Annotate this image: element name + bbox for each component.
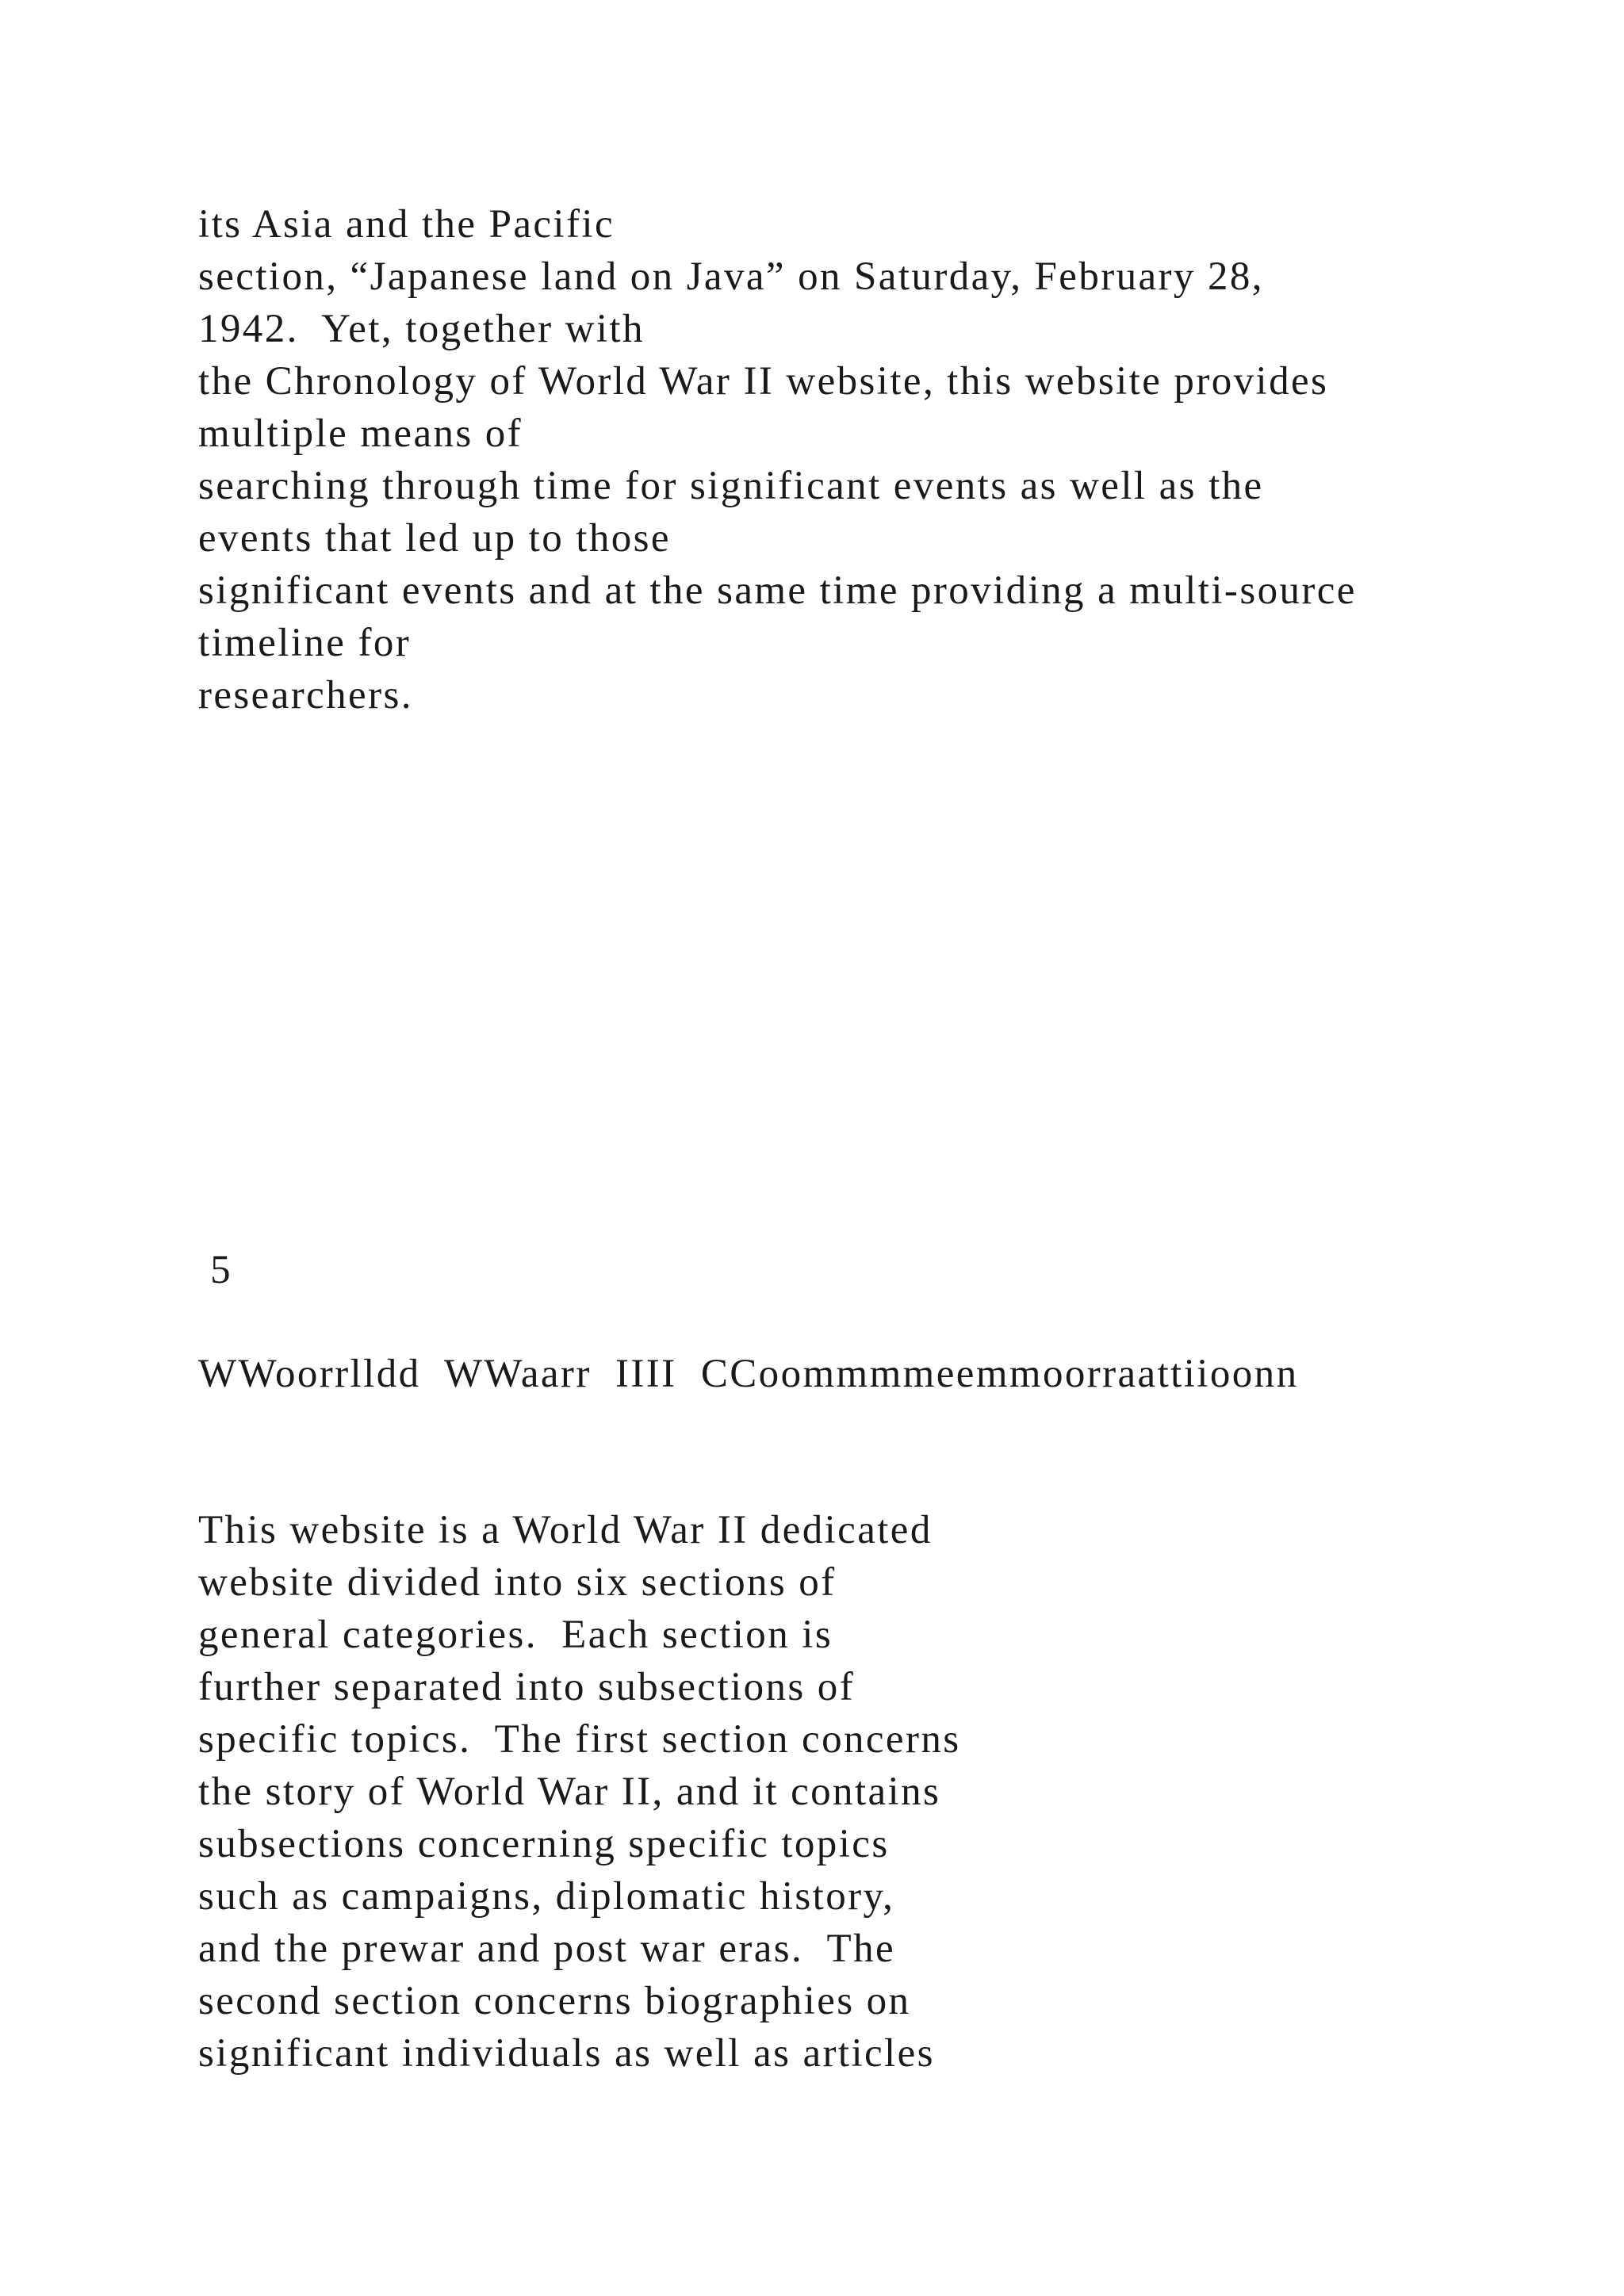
text-line: specific topics. The first section concerns [198, 1717, 961, 1762]
text-line: researchers. [198, 673, 413, 718]
text-line: website divided into six sections of [198, 1560, 837, 1605]
text-line: multiple means of [198, 411, 523, 456]
text-line: further separated into subsections of [198, 1665, 856, 1709]
text-line: timeline for [198, 621, 412, 665]
text-line: events that led up to those [198, 516, 671, 561]
text-line: and the prewar and post war eras. The [198, 1927, 896, 1971]
text-line: such as campaigns, diplomatic history, [198, 1874, 895, 1919]
text-line: 1942. Yet, together with [198, 307, 645, 351]
text-line: section, “Japanese land on Java” on Saturday, February 28, [198, 254, 1264, 299]
text-line: second section concerns biographies on [198, 1979, 911, 2023]
text-line: the Chronology of World War II website, this website provides [198, 359, 1329, 404]
text-line: searching through time for significant events as well as the [198, 464, 1264, 508]
text-line: the story of World War II, and it contains [198, 1770, 941, 1814]
text-line: general categories. Each section is [198, 1613, 833, 1657]
text-line: subsections concerning specific topics [198, 1822, 890, 1866]
text-line: significant individuals as well as articles [198, 2031, 935, 2076]
text-line: its Asia and the Pacific [198, 202, 615, 247]
section-heading: WWoorrlldd WWaarr IIII CCoommmmeemmoorraattiioonn [198, 1352, 1299, 1396]
text-line: This website is a World War II dedicated [198, 1508, 933, 1552]
page-number: 5 [198, 1248, 233, 1292]
text-line: significant events and at the same time providing a multi-source [198, 568, 1357, 613]
